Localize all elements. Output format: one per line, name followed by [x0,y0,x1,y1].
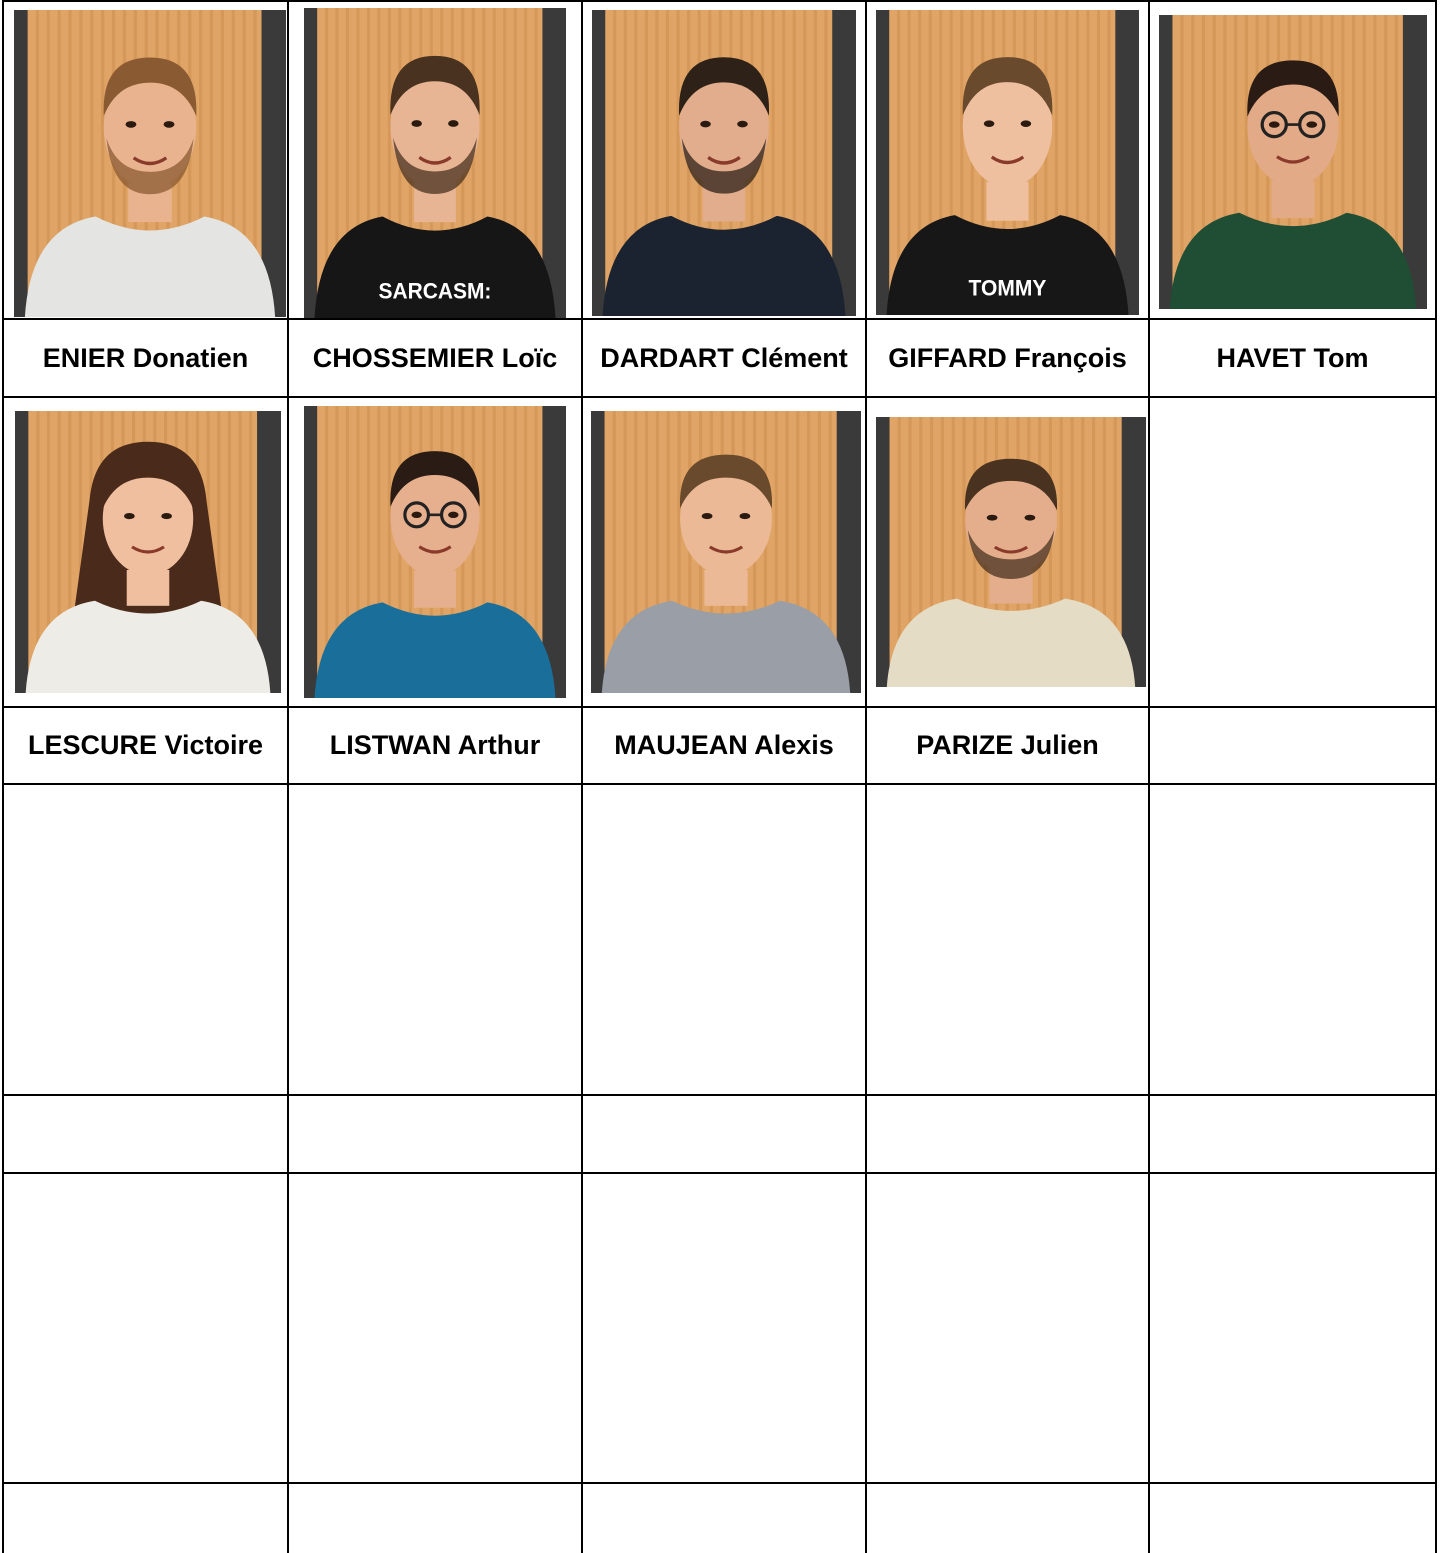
portrait-illustration [15,411,281,693]
person-name: MAUJEAN Alexis [614,730,834,760]
portrait-illustration [876,10,1139,315]
person-name: DARDART Clément [600,342,848,373]
person-name: LISTWAN Arthur [329,730,541,760]
portrait-illustration [304,406,566,698]
row-border [2,783,1437,785]
portrait-photo [592,10,856,316]
person-name: HAVET Tom [1216,342,1369,373]
portrait-illustration [14,10,286,317]
person-name: LESCURE Victoire [27,730,264,760]
portrait-photo [304,406,566,698]
portrait-photo [14,10,286,317]
portrait-photo [876,417,1146,687]
portrait-illustration [876,417,1146,687]
portrait-illustration [1159,15,1427,309]
portrait-photo [15,411,281,693]
portrait-photo [304,8,566,318]
row-border [2,1482,1437,1484]
person-name: PARIZE Julien [916,730,1099,760]
portrait-illustration [591,411,861,693]
portrait-photo [591,411,861,693]
row-border [2,396,1437,398]
portrait-photo [876,10,1139,315]
row-border [2,1172,1437,1174]
row-border [2,0,1437,2]
person-name: CHOSSEMIER Loïc [312,342,558,373]
row-border [2,1094,1437,1096]
svg-text:SARCASM:: SARCASM: [378,277,492,304]
person-name: GIFFARD François [888,342,1127,373]
person-name: ENIER Donatien [42,342,249,373]
portrait-illustration [304,8,566,318]
portrait-illustration [592,10,856,316]
column-border [1148,0,1150,1553]
svg-text:TOMMY: TOMMY [968,275,1047,301]
portrait-photo [1159,15,1427,309]
